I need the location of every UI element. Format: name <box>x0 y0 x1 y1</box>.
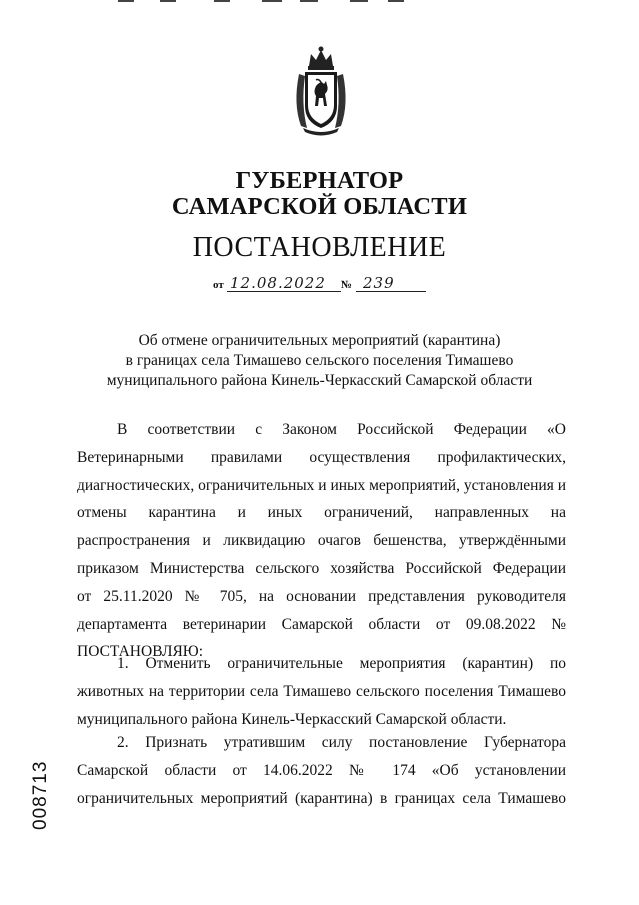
document-type: ПОСТАНОВЛЕНИЕ <box>192 232 447 263</box>
text-line: департамента ветеринарии Самарской области от 09.08.2022 № <box>77 615 566 633</box>
document-subject <box>0 331 639 391</box>
text-line: животных на территории села Тимашево сельского поселения Тимашево <box>77 682 566 700</box>
text-line: Ветеринарными правилами осуществления профилактических, <box>77 448 566 466</box>
text-line: диагностических, ограничительных и иных мероприятий, установления и <box>77 476 566 494</box>
text-line: отмены карантина и иных ограничений, направленных на <box>77 504 566 522</box>
issuer-title-line2: САМАРСКОЙ ОБЛАСТИ <box>171 193 468 220</box>
text-line: В соответствии с Законом Российской Федерации «О <box>117 421 566 438</box>
clause-2-paragraph <box>77 729 566 812</box>
text-line: от 25.11.2020 № 705, на основании представления руководителя <box>77 587 566 605</box>
text-line: 1. Отменить ограничительные мероприятия (карантин) по <box>117 655 566 672</box>
clause-1-paragraph <box>77 650 566 733</box>
coat-of-arms-icon <box>291 44 351 136</box>
issuer-title-line1: ГУБЕРНАТОР <box>235 167 404 194</box>
subject-line: муниципального района Кинель-Черкасский Самарской области <box>106 372 533 389</box>
text-line: 2. Признать утратившим силу постановление Губернатора <box>117 734 566 751</box>
subject-line: Об отмене ограничительных мероприятий (карантина) <box>138 332 501 349</box>
handwritten-number: 239 <box>363 274 395 292</box>
date-number-line <box>213 274 433 296</box>
date-underline <box>227 291 341 292</box>
number-underline <box>356 291 426 292</box>
text-line: ограничительных мероприятий (карантина) в границах села Тимашево <box>77 789 566 807</box>
text-line: приказом Министерства сельского хозяйства Российской Федерации <box>77 559 566 577</box>
date-from-label: от <box>213 279 224 291</box>
text-line: распространения и ликвидацию очагов бешенства, утверждёнными <box>77 532 566 550</box>
preamble-paragraph <box>77 416 566 666</box>
handwritten-date: 12.08.2022 <box>230 274 326 292</box>
text-line: Самарской области от 14.06.2022 № 174 «Об установлении <box>77 761 566 779</box>
number-label: № <box>341 279 353 291</box>
registration-side-number: 008713 <box>30 760 51 830</box>
subject-line: в границах села Тимашево сельского поселения Тимашево <box>125 352 514 369</box>
scan-top-marks <box>0 0 639 8</box>
text-line: ПОСТАНОВЛЯЮ: <box>77 643 204 661</box>
text-line: муниципального района Кинель-Черкасский Самарской области. <box>77 710 507 728</box>
